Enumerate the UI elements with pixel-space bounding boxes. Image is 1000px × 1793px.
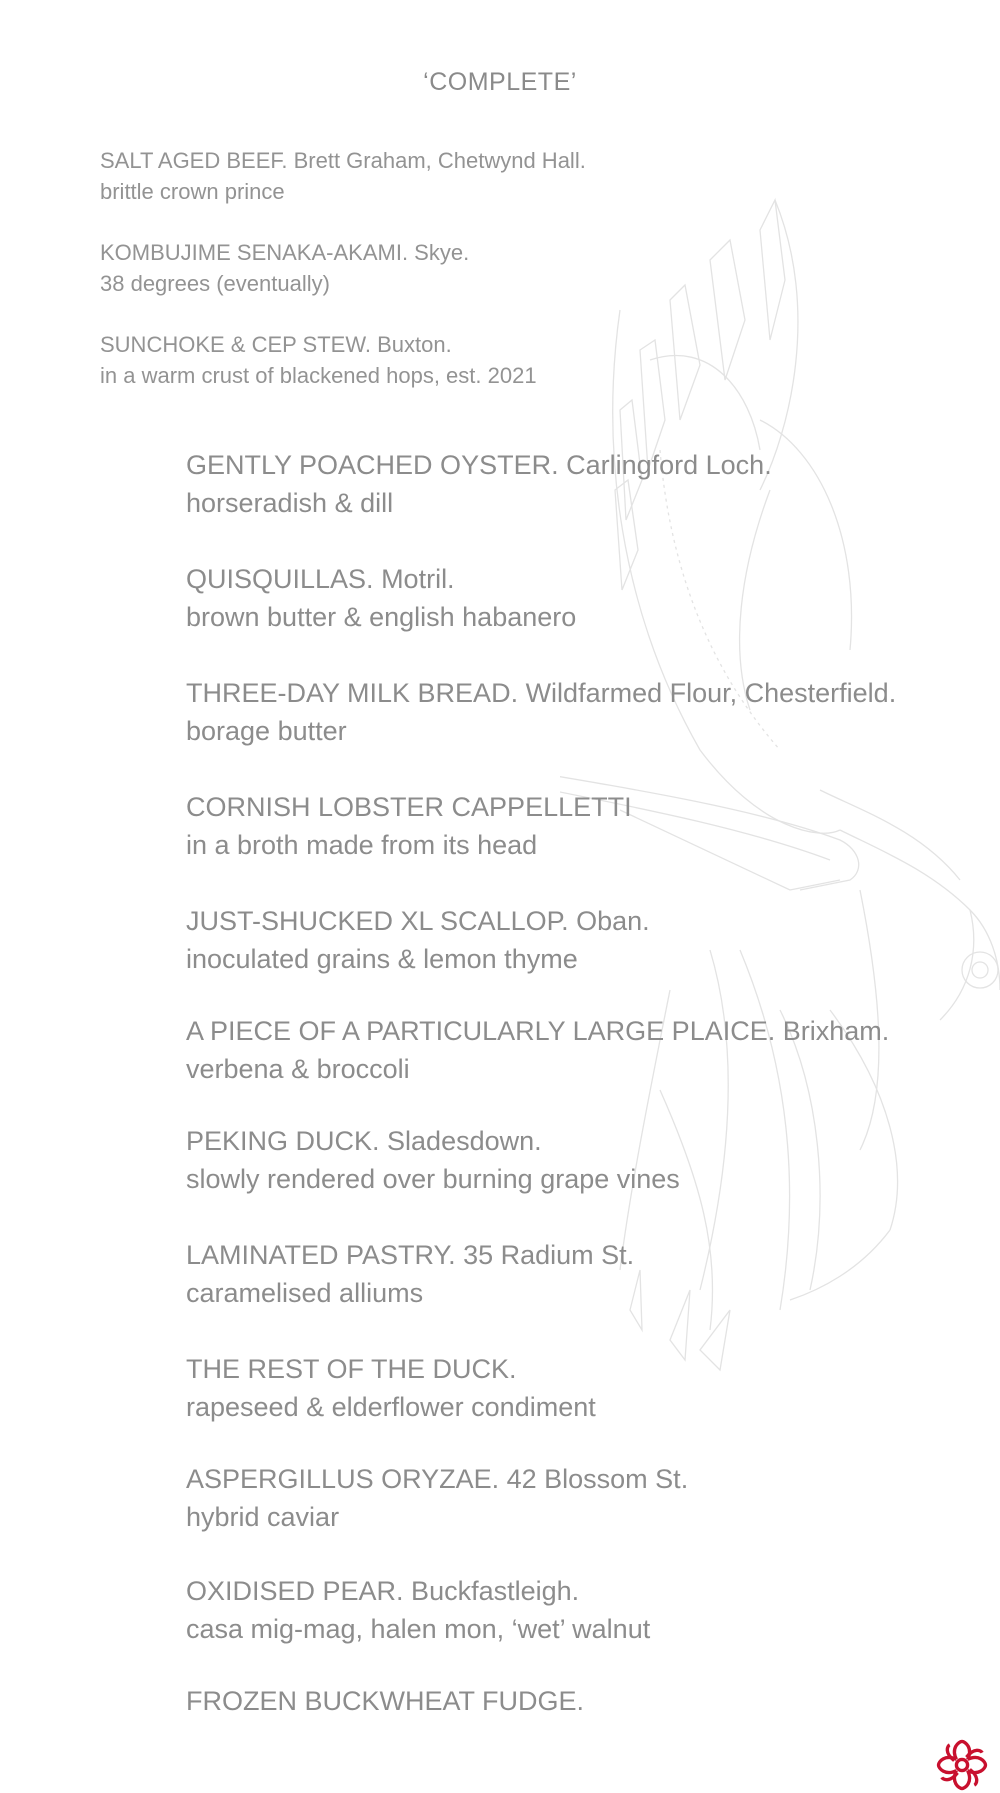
snack-name: SALT AGED BEEF. Brett Graham, Chetwynd Hall. (100, 148, 586, 173)
course-name: ASPERGILLUS ORYZAE. 42 Blossom St. (186, 1464, 689, 1494)
course-item (186, 788, 986, 902)
course-item (186, 1350, 986, 1460)
course-description: verbena & broccoli (186, 1054, 410, 1084)
course-name: THE REST OF THE DUCK. (186, 1354, 517, 1384)
course-item (186, 902, 986, 1012)
course-description: caramelised alliums (186, 1278, 424, 1308)
snack-description: 38 degrees (eventually) (100, 271, 330, 296)
course-item (186, 674, 986, 788)
course-item (186, 446, 986, 560)
course-item (186, 1460, 986, 1572)
course-description: hybrid caviar (186, 1502, 340, 1532)
course-item (186, 1122, 986, 1236)
course-item (186, 560, 986, 674)
snack-list (100, 145, 800, 421)
course-description: rapeseed & elderflower condiment (186, 1392, 596, 1422)
course-name: JUST-SHUCKED XL SCALLOP. Oban. (186, 906, 650, 936)
course-name: GENTLY POACHED OYSTER. Carlingford Loch. (186, 450, 772, 480)
snack-description: in a warm crust of blackened hops, est. 2021 (100, 363, 537, 388)
course-description: slowly rendered over burning grape vines (186, 1164, 680, 1194)
course-item (186, 1236, 986, 1350)
course-description: brown butter & english habanero (186, 602, 577, 632)
course-description: borage butter (186, 716, 347, 746)
course-item (186, 1012, 986, 1122)
course-name: A PIECE OF A PARTICULARLY LARGE PLAICE. Brixham. (186, 1016, 890, 1046)
course-name: OXIDISED PEAR. Buckfastleigh. (186, 1576, 580, 1606)
michelin-star-icon (934, 1737, 990, 1793)
snack-item (100, 237, 800, 299)
course-name: LAMINATED PASTRY. 35 Radium St. (186, 1240, 635, 1270)
course-description: in a broth made from its head (186, 830, 538, 860)
snack-name: SUNCHOKE & CEP STEW. Buxton. (100, 332, 452, 357)
snack-item (100, 145, 800, 207)
course-list (186, 446, 986, 1722)
course-name: QUISQUILLAS. Motril. (186, 564, 455, 594)
course-description: inoculated grains & lemon thyme (186, 944, 578, 974)
menu-title: ‘COMPLETE’ (423, 68, 577, 96)
snack-name: KOMBUJIME SENAKA-AKAMI. Skye. (100, 240, 470, 265)
course-name: PEKING DUCK. Sladesdown. (186, 1126, 542, 1156)
course-description: horseradish & dill (186, 488, 394, 518)
snack-description: brittle crown prince (100, 179, 285, 204)
course-name: THREE-DAY MILK BREAD. Wildfarmed Flour, Chesterfield. (186, 678, 897, 708)
snack-item (100, 329, 800, 391)
course-name: CORNISH LOBSTER CAPPELLETTI (186, 792, 632, 822)
course-name: FROZEN BUCKWHEAT FUDGE. (186, 1686, 585, 1716)
course-item (186, 1682, 986, 1722)
course-item (186, 1572, 986, 1682)
course-description: casa mig-mag, halen mon, ‘wet’ walnut (186, 1614, 651, 1644)
